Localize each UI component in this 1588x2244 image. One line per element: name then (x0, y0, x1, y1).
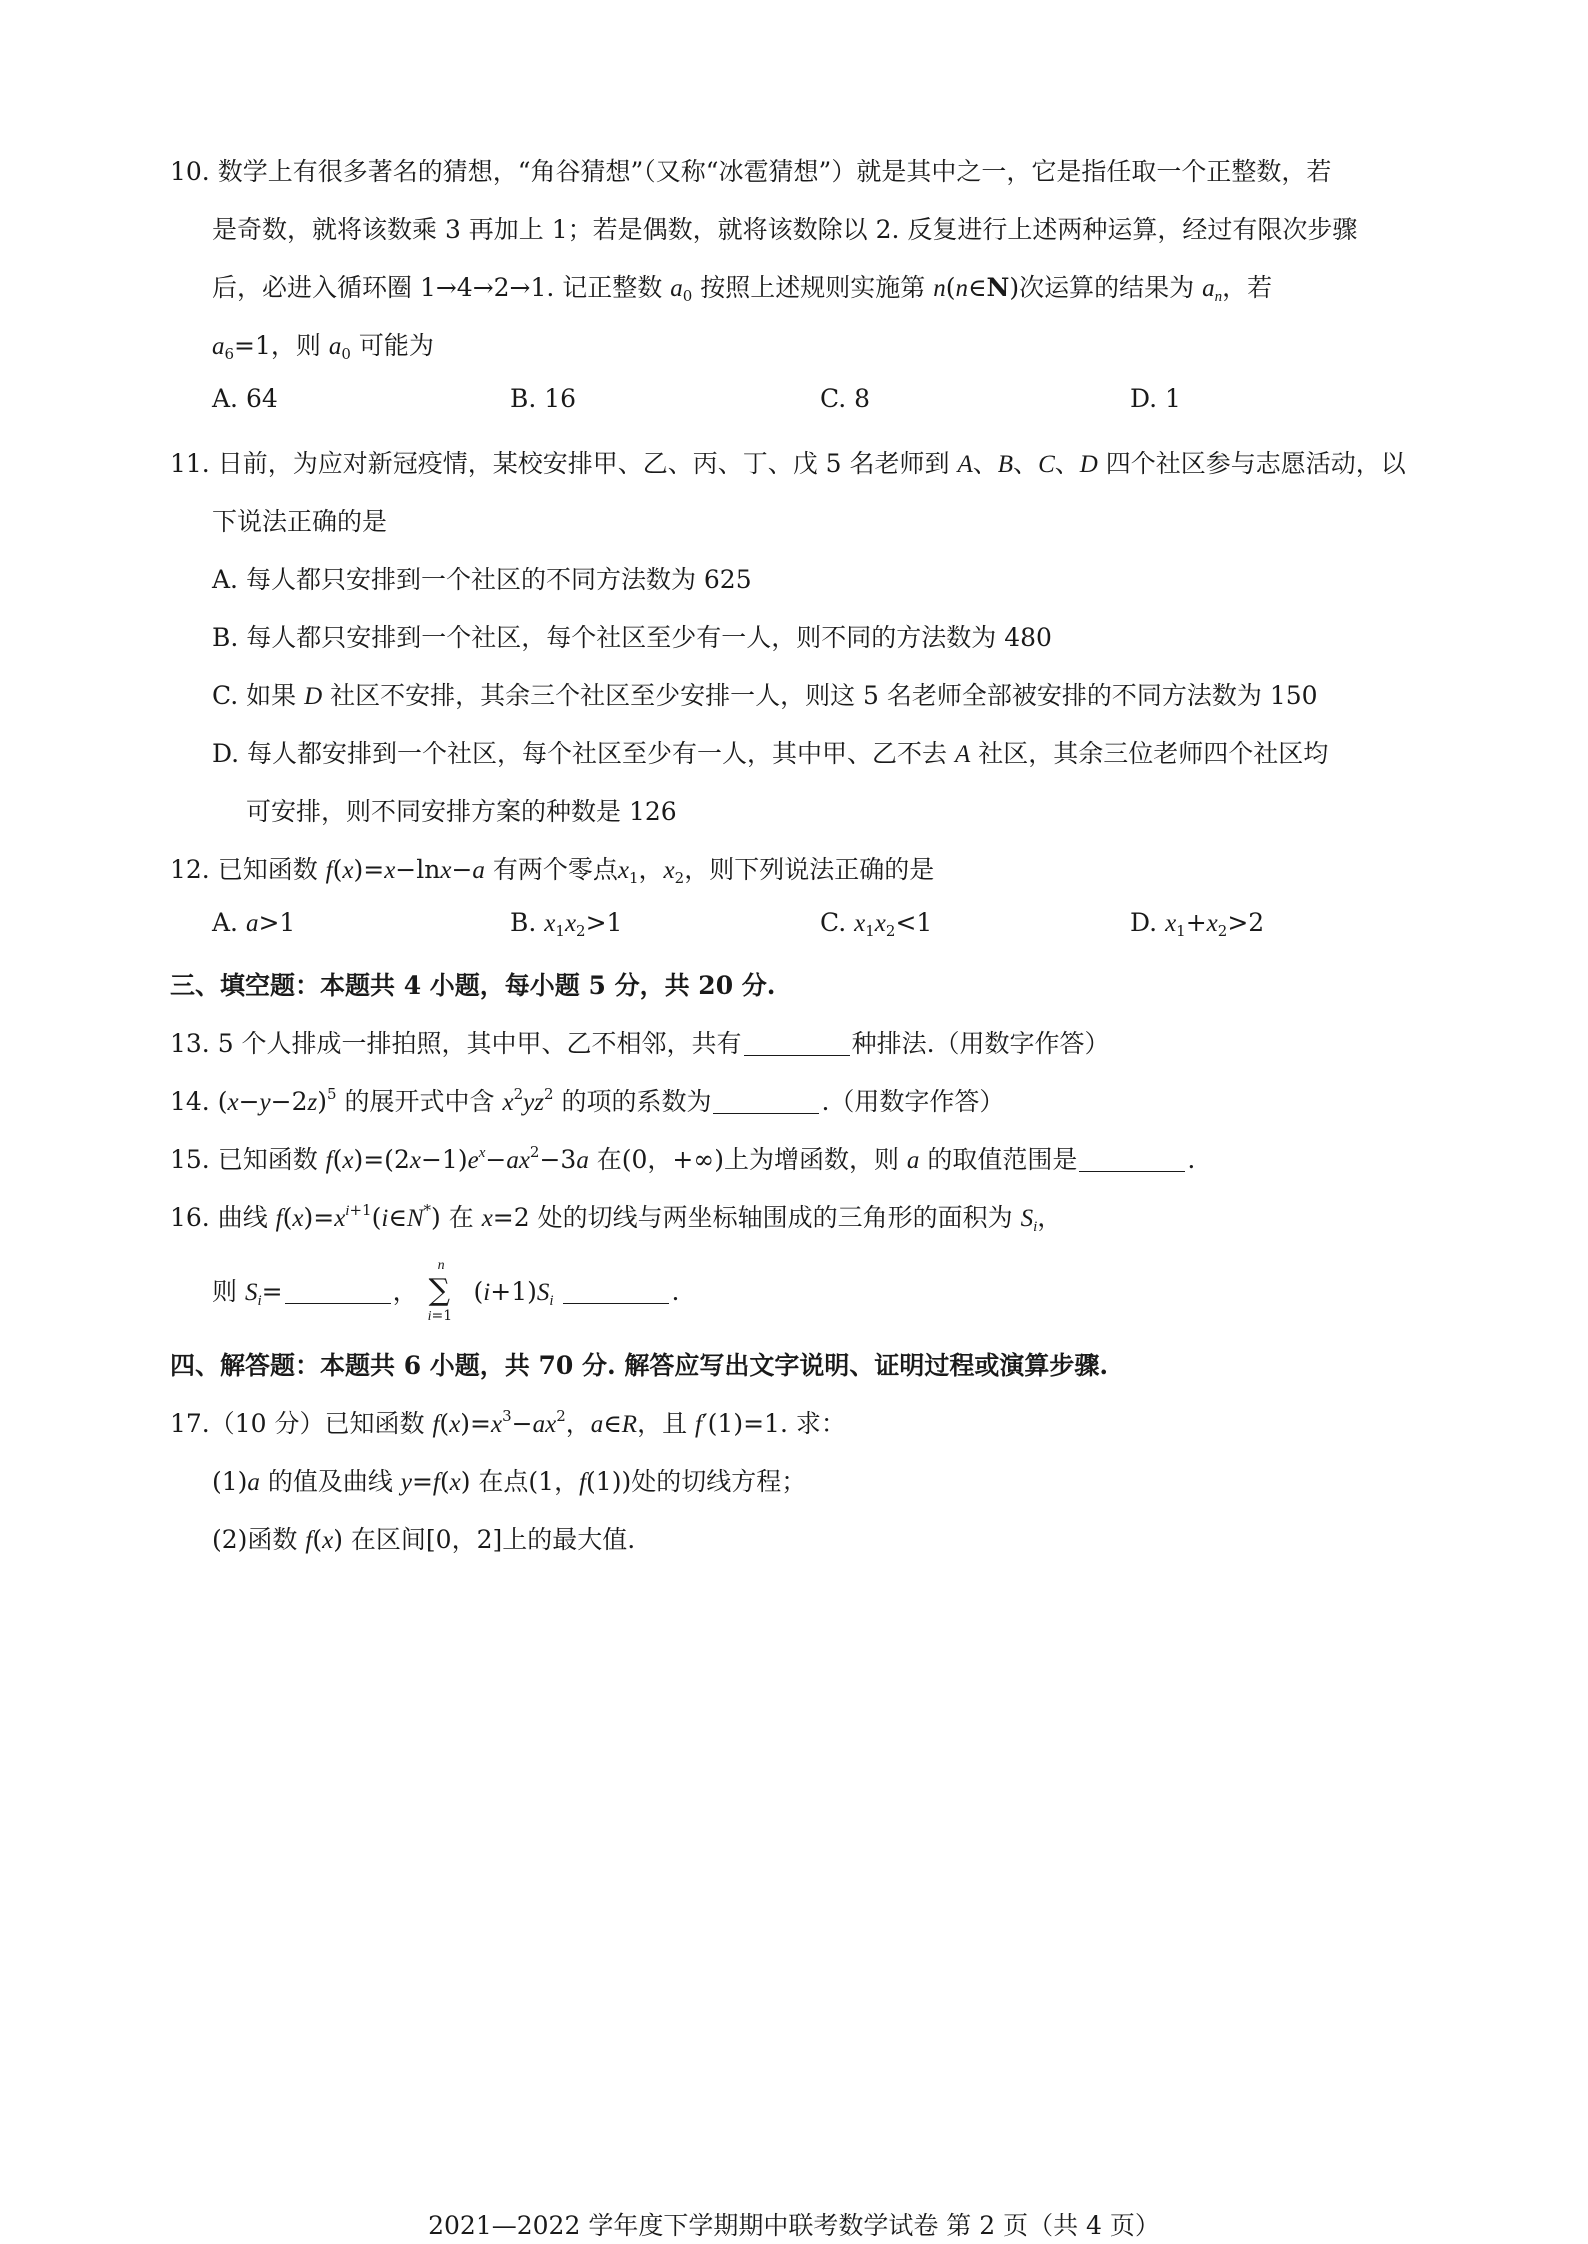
q12-option-a: A. a>1 (212, 908, 296, 937)
q17-stem: 17.（10 分）已知函数 $f(x)=x^3-ax^2$，a∈R，且 f′(1)=1. 求： (170, 1407, 846, 1438)
q10-line-1: 10. 数学上有很多著名的猜想，“角谷猜想”（又称“冰雹猜想”）就是其中之一，它是指任取一个正整数，若 (170, 157, 1332, 186)
q11-option-a: A. 每人都只安排到一个社区的不同方法数为 625 (212, 565, 752, 594)
q16-answer-blank-2[interactable] (563, 1281, 669, 1304)
q10-line-4: $a_6=1$，则 $a_0$ 可能为 (212, 331, 434, 363)
q10-option-b: B. 16 (510, 384, 577, 413)
q13: 13. 5 个人排成一排拍照，其中甲、乙不相邻，共有 种排法.（用数字作答） (170, 1029, 1110, 1058)
q16-line-1: 16. 曲线 $f(x)=x^{i+1}(i\in N^*)$ 在 x=2 处的切线与两坐标轴围成的三角形的面积为 $S_i$， (170, 1201, 1063, 1235)
q15: 15. 已知函数 $f(x)=(2x-1)e^x-ax^2-3a$ 在(0，+∞)上为增函数，则 a 的取值范围是 . (170, 1143, 1196, 1174)
q10-option-a: A. 64 (212, 384, 278, 413)
q11-line-2: 下说法正确的是 (212, 507, 388, 536)
q10-line-2: 是奇数，就将该数乘 3 再加上 1；若是偶数，就将该数除以 2. 反复进行上述两种运算，经过有限次步骤 (212, 215, 1358, 244)
section-3-heading: 三、填空题：本题共 4 小题，每小题 5 分，共 20 分. (170, 971, 776, 1000)
q11-option-b: B. 每人都只安排到一个社区，每个社区至少有一人，则不同的方法数为 480 (212, 623, 1052, 652)
q14: 14. $(x-y-2z)^5$ 的展开式中含 $x^2yz^2$ 的项的系数为 .（用数字作答） (170, 1085, 1005, 1116)
q12-option-c: C. $x_1x_2<1$ (820, 908, 933, 940)
q11-option-d: D. 每人都安排到一个社区，每个社区至少有一人，其中甲、乙不去 A 社区，其余三位老师四个社区均 (212, 739, 1329, 768)
summation-symbol: n ∑ i=1 (427, 1258, 453, 1324)
q10-option-d: D. 1 (1130, 384, 1181, 413)
q12-option-b: B. $x_1x_2>1$ (510, 908, 623, 940)
q11-option-d-cont: 可安排，则不同安排方案的种数是 126 (246, 797, 677, 826)
q16-answer-blank-1[interactable] (285, 1281, 391, 1304)
q17-part-1: (1)a 的值及曲线 y=f(x) 在点(1，f(1))处的切线方程； (212, 1467, 807, 1496)
q10-option-c: C. 8 (820, 384, 871, 413)
q11-line-1: 11. 日前，为应对新冠疫情，某校安排甲、乙、丙、丁、戊 5 名老师到 A、B、C、D 四个社区参与志愿活动，以 (170, 449, 1406, 478)
q12-stem: 12. 已知函数 f(x)=x−lnx−a 有两个零点$x_1$，$x_2$，则下列说法正确的是 (170, 855, 935, 887)
q17-part-2: (2)函数 f(x) 在区间[0，2]上的最大值. (212, 1525, 636, 1554)
q11-option-c: C. 如果 D 社区不安排，其余三个社区至少安排一人，则这 5 名老师全部被安排的不同方法数为 150 (212, 681, 1318, 710)
section-4-heading: 四、解答题：本题共 6 小题，共 70 分. 解答应写出文字说明、证明过程或演算步骤. (170, 1351, 1109, 1380)
q12-option-d: D. $x_1+x_2>2$ (1130, 908, 1265, 940)
q16-line-2: 则 $S_i=$ ， n ∑ i=1 $(i+1)S_i$ . (212, 1258, 680, 1324)
q14-answer-blank[interactable] (713, 1091, 819, 1114)
q15-answer-blank[interactable] (1079, 1149, 1185, 1172)
q10-line-3: 后，必进入循环圈 1→4→2→1. 记正整数 $a_0$ 按照上述规则实施第 n(n∈N)次运算的结果为 $a_n$，若 (212, 273, 1273, 305)
page-footer: 2021—2022 学年度下学期期中联考数学试卷 第 2 页（共 4 页） (428, 2211, 1160, 2240)
q13-answer-blank[interactable] (744, 1033, 850, 1056)
